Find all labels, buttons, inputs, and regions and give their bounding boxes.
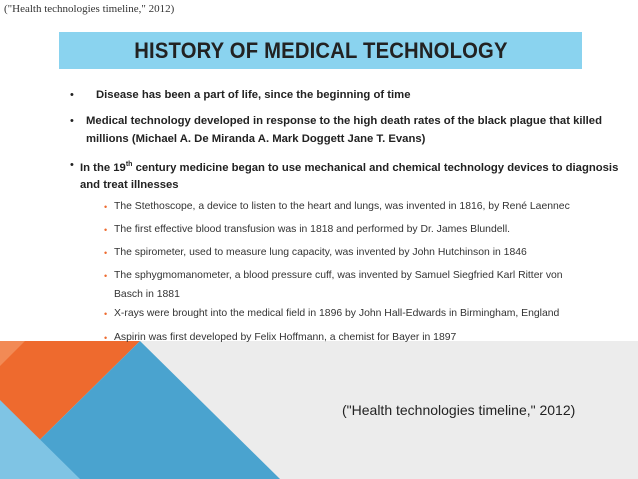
bullet-2-line-2: millions (Michael A. De Miranda A. Mark Doggett Jane T. Evans): [86, 133, 426, 145]
bullet-dot: •: [70, 159, 74, 171]
slide-title: HISTORY OF MEDICAL TECHNOLOGY: [133, 37, 508, 63]
citation: ("Health technologies timeline," 2012): [342, 402, 576, 418]
bullet-dot: •: [70, 89, 74, 101]
bullet-1: Disease has been a part of life, since the beginning of time: [96, 89, 411, 101]
sub-bullet-4-line-1: The sphygmomanometer, a blood pressure cuff, was invented by Samuel Siegfried Karl Ritter von: [114, 270, 563, 281]
sub-bullet-dot: •: [104, 271, 108, 281]
sub-bullet-4-line-2: Basch in 1881: [114, 289, 180, 300]
sub-bullet-dot: •: [104, 248, 108, 258]
sub-bullet-5: X-rays were brought into the medical field in 1896 by John Hall-Edwards in Birmingham, England: [114, 308, 560, 319]
sub-bullet-2: The first effective blood transfusion was in 1818 and performed by Dr. James Blundell.: [114, 224, 511, 235]
bullet-2-line-1: Medical technology developed in response to the high death rates of the black plague that killed: [86, 115, 602, 127]
top-citation: ("Health technologies timeline," 2012): [4, 3, 175, 15]
bullet-dot: •: [70, 115, 74, 127]
sub-bullet-1: The Stethoscope, a device to listen to the heart and lungs, was invented in 1816, by René Laennec: [114, 201, 570, 212]
bullet-3-pre: In the 19: [80, 161, 126, 174]
sub-bullet-dot: •: [104, 333, 108, 343]
bullet-3-line-2: and treat illnesses: [80, 179, 179, 191]
sub-bullet-dot: •: [104, 225, 108, 235]
bullet-3-sup: th: [125, 161, 133, 168]
sub-bullet-3: The spirometer, used to measure lung capacity, was invented by John Hutchinson in 1846: [114, 247, 527, 258]
sub-bullet-dot: •: [104, 202, 108, 212]
sub-bullet-dot: •: [104, 309, 108, 319]
sub-bullet-6: Aspirin was first developed by Felix Hoffmann, a chemist for Bayer in 1897: [114, 332, 457, 343]
bullet-3-post: century medicine began to use mechanical and chemical technology devices to diagnosis: [132, 161, 619, 174]
